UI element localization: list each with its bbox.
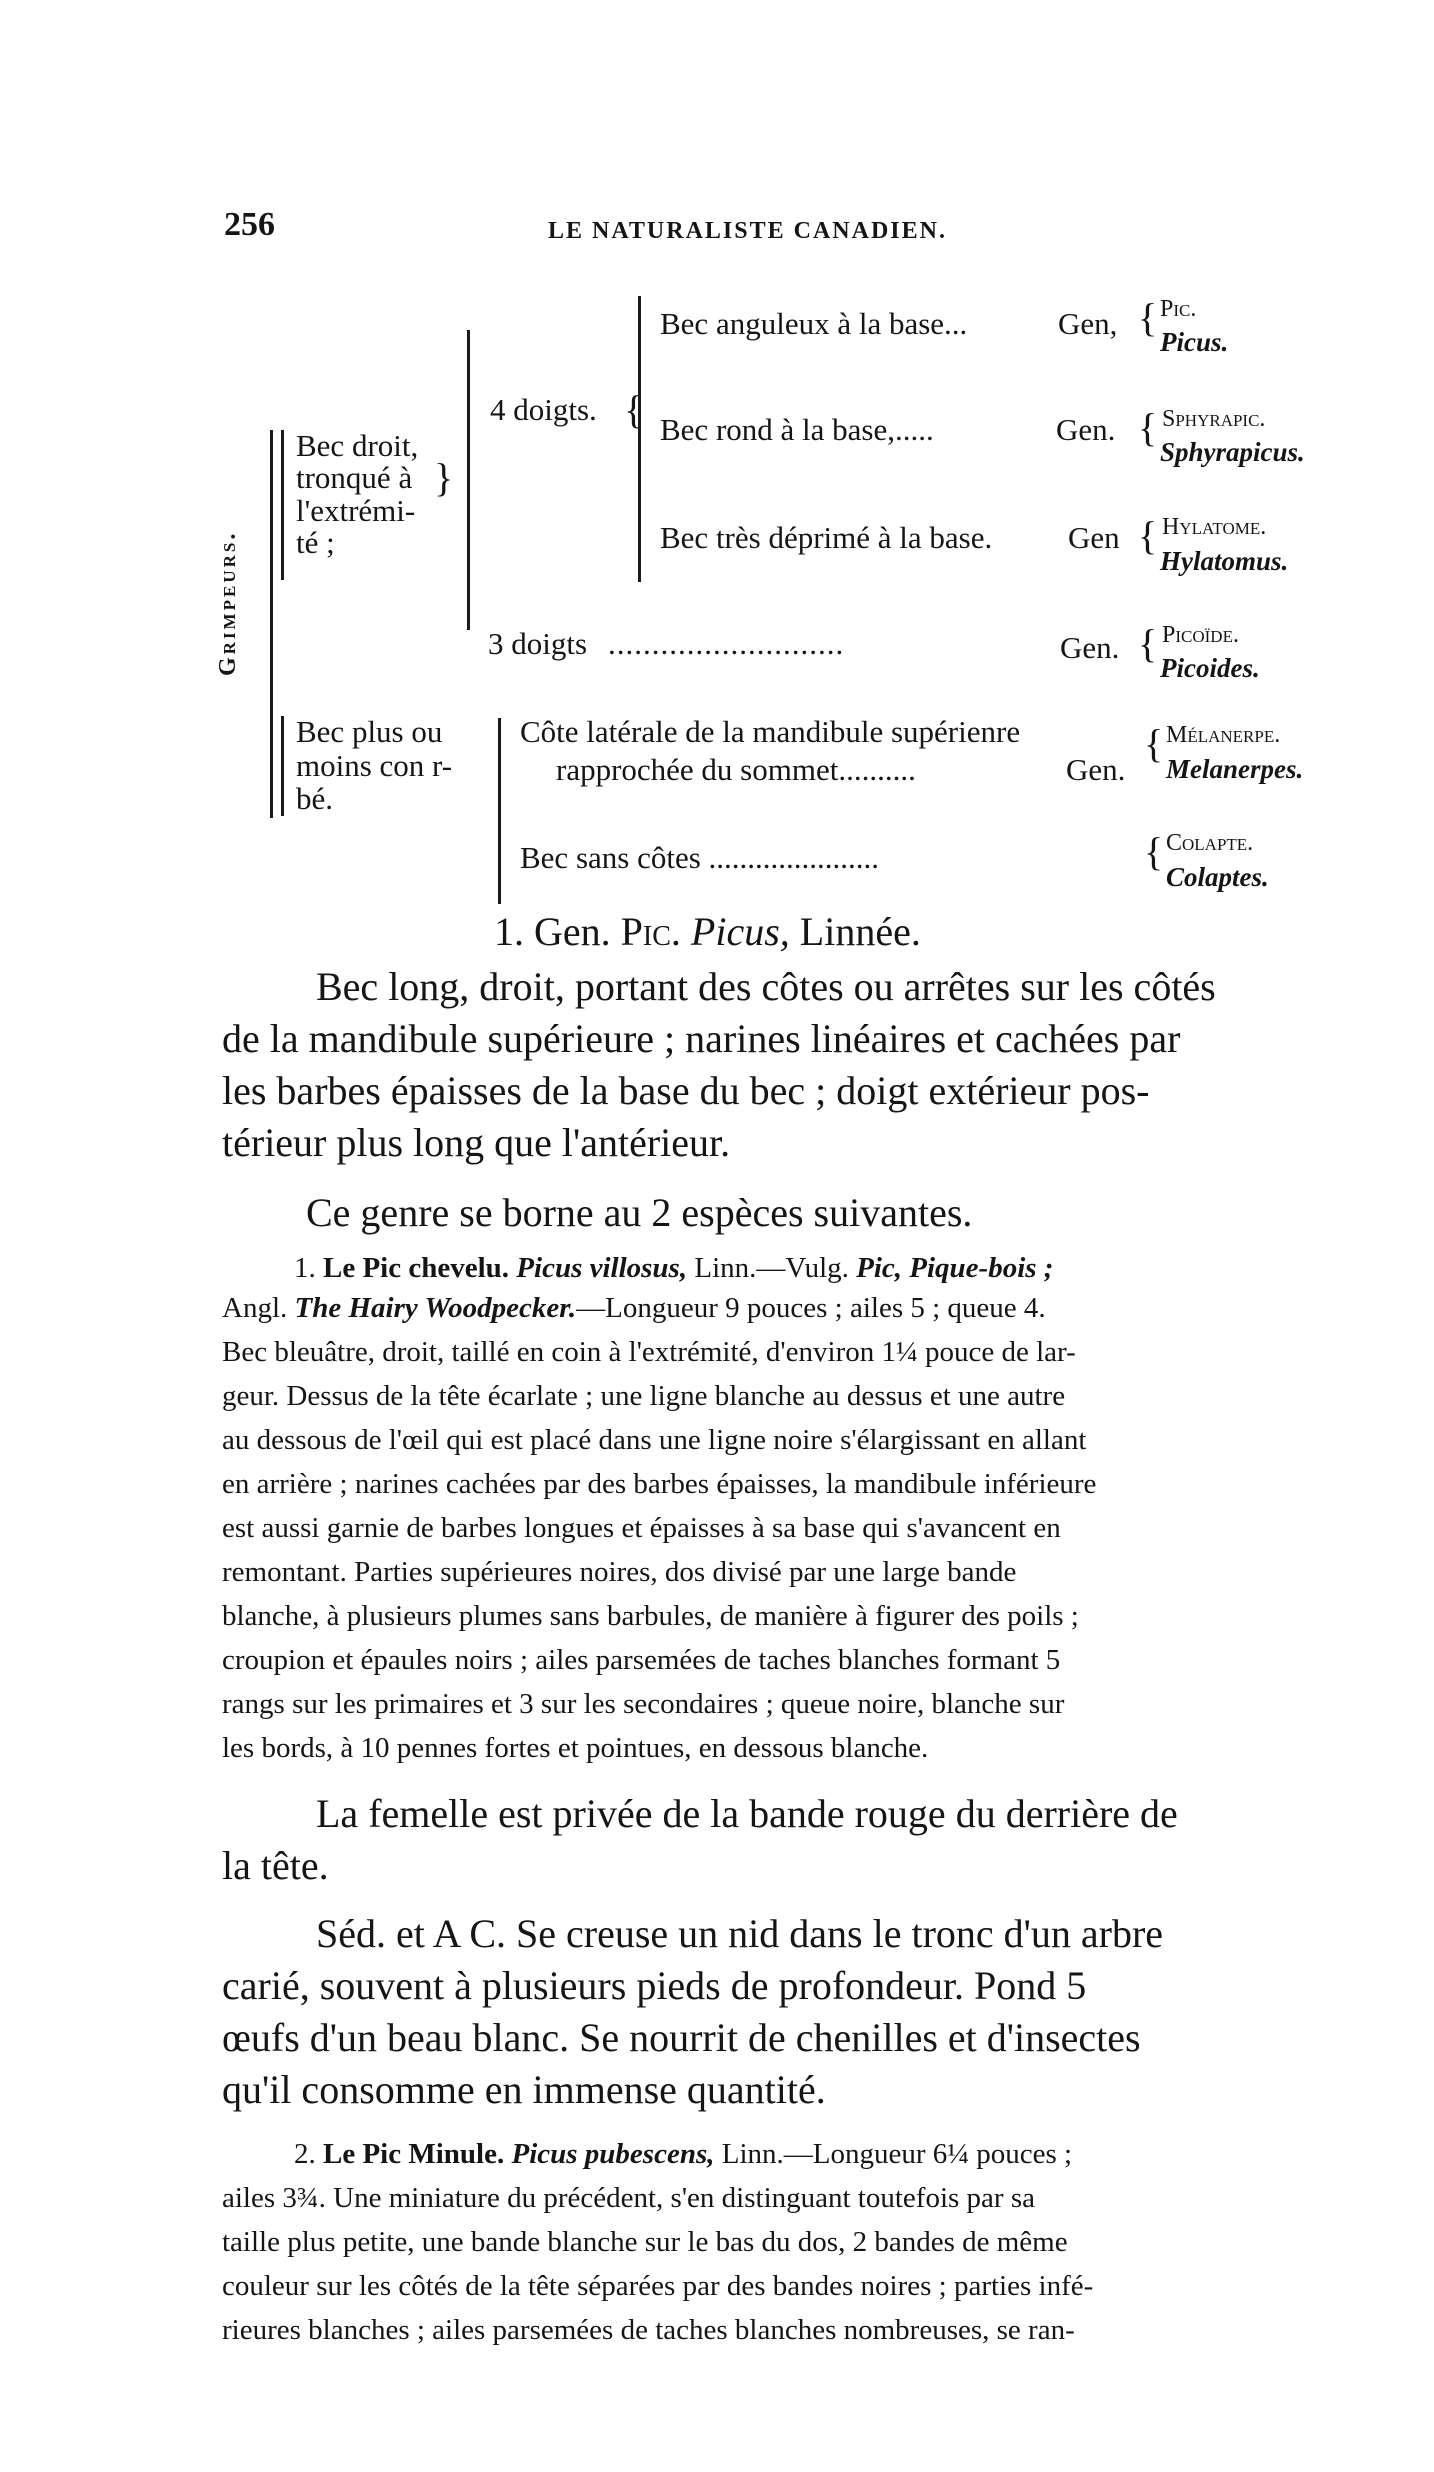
four-toes-brace-mark: {: [624, 387, 644, 432]
key-row-1-gen: Gen,: [1058, 306, 1118, 341]
gen-brace-4: {: [1138, 621, 1158, 666]
key-row-5-desc: Côte latérale de la mandibule supérienre: [520, 714, 1021, 749]
bec-droit-brace: [281, 430, 284, 580]
genus-desc-line-2: de la mandibule supérieure ; narines linéaires et cachées par: [222, 1016, 1181, 1061]
page-number: 256: [224, 206, 275, 243]
key-row-1-fr: Pic.: [1160, 296, 1197, 322]
species1-line-10: croupion et épaules noirs ; ailes parsemées de taches blanches formant 5: [222, 1644, 1061, 1676]
species1-line-11: rangs sur les primaires et 3 sur les secondaires ; queue noire, blanche sur: [222, 1688, 1065, 1720]
species1-vulg: Pic, Pique-bois ;: [856, 1252, 1054, 1284]
key-row-2-fr: Sphyrapic.: [1162, 406, 1266, 432]
species2-line-3: taille plus petite, une bande blanche sur le bas du dos, 2 bandes de même: [222, 2226, 1068, 2258]
key-row-3-fr: Hylatome.: [1162, 514, 1267, 540]
species2-line-5: rieures blanches ; ailes parsemées de taches blanches nombreuses, se ran-: [222, 2314, 1075, 2346]
toes-brace: [467, 330, 470, 630]
habits-line-2: carié, souvent à plusieurs pieds de profondeur. Pond 5: [222, 1963, 1087, 2008]
key-row-5-la: Melanerpes.: [1166, 754, 1304, 784]
key-row-5-gen: Gen.: [1066, 752, 1126, 787]
species1-line-6: en arrière ; narines cachées par des barbes épaisses, la mandibule inférieure: [222, 1468, 1097, 1500]
species1-line-1: 1. Le Pic chevelu. Picus villosus, Linn.—Vulg. Pic, Pique-bois ;: [294, 1252, 1054, 1284]
bec-droit-line2: tronqué à: [296, 460, 413, 495]
species2-line-4: couleur sur les côtés de la tête séparées par des bandes noires ; parties infé-: [222, 2270, 1094, 2302]
key-row-5-fr: Mélanerpe.: [1166, 722, 1281, 748]
key-row-6-desc: Bec sans côtes ......................: [520, 840, 880, 875]
key-row-2-gen: Gen.: [1056, 412, 1116, 447]
species1-name: Le Pic chevelu.: [323, 1252, 510, 1284]
four-toes-brace: [638, 296, 641, 582]
key-row-3-gen: Gen: [1068, 520, 1120, 555]
species1-line-3: Bec bleuâtre, droit, taillé en coin à l'extrémité, d'environ 1¼ pouce de lar-: [222, 1336, 1076, 1368]
key-row-6-fr: Colapte.: [1166, 830, 1254, 856]
key-row-2-desc: Bec rond à la base,.....: [660, 412, 934, 447]
key-row-5-desc2: rapprochée du sommet..........: [556, 752, 916, 787]
key-row-3-desc: Bec très déprimé à la base.: [660, 520, 993, 555]
key-row-1-desc: Bec anguleux à la base...: [660, 306, 968, 341]
species1-line-2: Angl. The Hairy Woodpecker.—Longueur 9 pouces ; ailes 5 ; queue 4.: [222, 1292, 1046, 1324]
genus-desc-line-3: les barbes épaisses de la base du bec ; doigt extérieur pos-: [222, 1068, 1150, 1113]
species1-line-7: est aussi garnie de barbes longues et épaisses à sa base qui s'avancent en: [222, 1512, 1061, 1544]
gen-brace-2: {: [1138, 405, 1158, 450]
gen-brace-1: {: [1138, 295, 1158, 340]
key-row-3-la: Hylatomus.: [1160, 546, 1289, 576]
bec-courbe-line3: bé.: [296, 781, 334, 816]
bec-courbe-brace: [281, 716, 284, 816]
female-note-line-1: La femelle est privée de la bande rouge du derrière de: [316, 1791, 1178, 1836]
key-row-4-gen: Gen.: [1060, 630, 1120, 665]
genus-heading: [494, 906, 921, 957]
species2-line-1: 2. Le Pic Minule. Picus pubescens, Linn.—Longueur 6¼ pouces ;: [294, 2138, 1073, 2170]
key-row-1-la: Picus.: [1160, 327, 1229, 357]
bec-droit-line3: l'extrémi-: [296, 493, 416, 528]
genus-la: Picus,: [690, 909, 790, 954]
species1-english: The Hairy Woodpecker.: [294, 1292, 577, 1324]
genus-author: Linnée.: [799, 909, 921, 954]
habits-line-4: qu'il consomme en immense quantité.: [222, 2067, 826, 2112]
species1-line-9: blanche, à plusieurs plumes sans barbules, de manière à figurer des poils ;: [222, 1600, 1079, 1632]
species2-latin: Picus pubescens,: [511, 2138, 715, 2170]
genus-desc-line-4: térieur plus long que l'antérieur.: [222, 1120, 731, 1165]
gen-brace-3: {: [1138, 513, 1158, 558]
outer-brace: [270, 430, 273, 818]
key-row-6-la: Colaptes.: [1166, 862, 1269, 892]
group-label: Grimpeurs.: [215, 530, 241, 676]
genus-desc-line-1: Bec long, droit, portant des côtes ou arrêtes sur les côtés: [316, 964, 1216, 1009]
habits-line-3: œufs d'un beau blanc. Se nourrit de chenilles et d'insectes: [222, 2015, 1141, 2060]
three-toes-dots: ...........................: [608, 626, 845, 661]
species2-name: Le Pic Minule.: [323, 2138, 505, 2170]
gen-brace-6: {: [1144, 829, 1164, 874]
bec-droit-line1: Bec droit,: [296, 428, 419, 463]
key-row-4-fr: Picoïde.: [1162, 622, 1239, 648]
species1-latin: Picus villosus,: [516, 1252, 688, 1284]
bec-courbe-line1: Bec plus ou: [296, 714, 443, 749]
genus-fr: Pic.: [620, 909, 681, 954]
bec-courbe-sub-brace: [498, 718, 501, 904]
four-toes: 4 doigts.: [490, 392, 597, 427]
species1-line-4: geur. Dessus de la tête écarlate ; une ligne blanche au dessus et une autre: [222, 1380, 1066, 1412]
key-row-2-la: Sphyrapicus.: [1160, 437, 1305, 467]
bec-droit-brace-mark: }: [434, 455, 454, 500]
key-row-4-la: Picoides.: [1160, 653, 1260, 683]
genus-prefix: 1. Gen.: [494, 909, 611, 954]
bec-courbe-line2: moins con r-: [296, 748, 453, 783]
gen-brace-5: {: [1144, 721, 1164, 766]
habits-line-1: Séd. et A C. Se creuse un nid dans le tronc d'un arbre: [316, 1911, 1164, 1956]
species1-line-8: remontant. Parties supérieures noires, dos divisé par une large bande: [222, 1556, 1017, 1588]
species1-line-5: au dessous de l'œil qui est placé dans une ligne noire s'élargissant en allant: [222, 1424, 1087, 1456]
genus-species-count: Ce genre se borne au 2 espèces suivantes.: [306, 1190, 973, 1235]
female-note-line-2: la tête.: [222, 1843, 329, 1888]
bec-droit-line4: té ;: [296, 525, 335, 560]
running-title: LE NATURALISTE CANADIEN.: [548, 218, 947, 244]
species2-line-2: ailes 3¾. Une miniature du précédent, s'en distinguant toutefois par sa: [222, 2182, 1035, 2214]
three-toes: 3 doigts: [488, 626, 588, 661]
species1-line-12: les bords, à 10 pennes fortes et pointues, en dessous blanche.: [222, 1732, 929, 1764]
